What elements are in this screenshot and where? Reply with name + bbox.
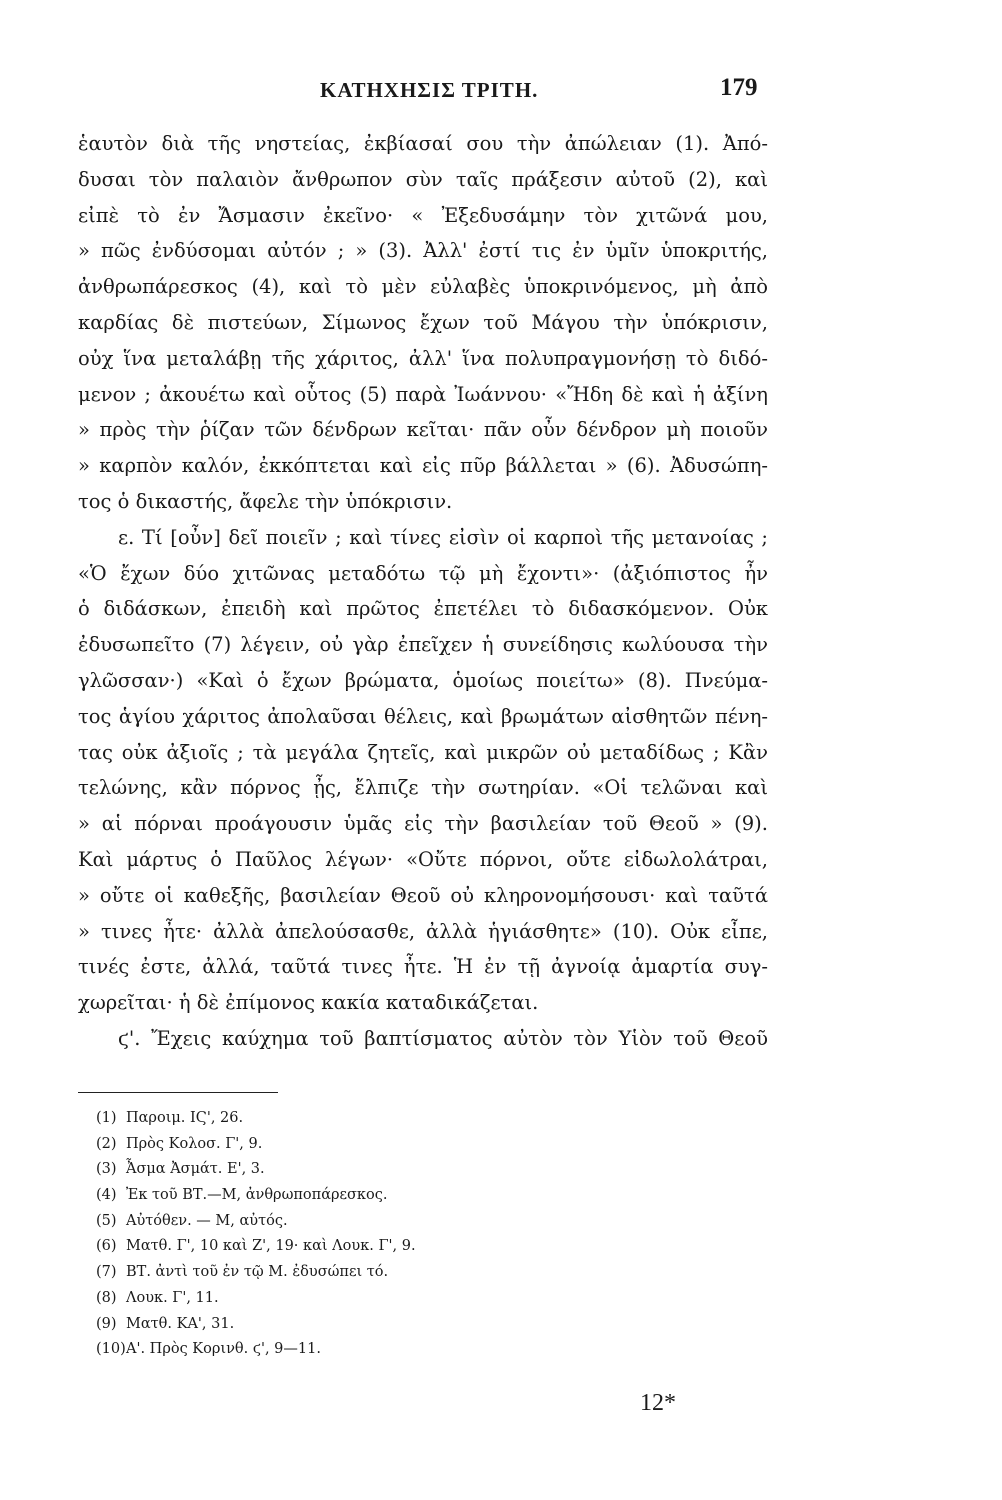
text-line: τελώνης, κἂν πόρνος ᾖς, ἔλπιζε τὴν σωτηρίαν. «Οἱ τελῶναι καὶ [78, 776, 768, 800]
footnote [96, 1337, 736, 1363]
text-line: καρδίας δὲ πιστεύων, Σίμωνος ἔχων τοῦ Μάγου τὴν ὑπόκρισιν, [78, 310, 768, 334]
text-line: οὐχ ἵνα μεταλάβῃ τῆς χάριτος, ἀλλ' ἵνα πολυπραγμονήσῃ τὸ διδό- [78, 346, 768, 370]
text-line: ἐδυσωπεῖτο (7) λέγειν, οὐ γὰρ ἐπεῖχεν ἡ συνείδησις κωλύουσα τὴν [78, 633, 768, 657]
text-line: τος ἁγίου χάριτος ἀπολαῦσαι θέλεις, καὶ βρωμάτων αἰσθητῶν πένη- [78, 704, 768, 728]
text-line: ἑαυτὸν διὰ τῆς νηστείας, ἐκβίασαί σου τὴν ἀπώλειαν (1). Ἀπό- [78, 132, 768, 155]
footnote-number: (10) [96, 1341, 126, 1358]
footnote-number: (4) [96, 1187, 117, 1204]
footnotes [96, 1106, 736, 1363]
page-header [0, 74, 1002, 108]
footnote-number: (3) [96, 1161, 117, 1178]
footnote [96, 1312, 736, 1338]
footnote [96, 1234, 736, 1260]
footnote-divider [78, 1092, 278, 1093]
footnote-number: (8) [96, 1289, 117, 1306]
footnote [96, 1286, 736, 1312]
text-line: τινές ἐστε, ἀλλά, ταῦτά τινες ἦτε. Ἡ ἐν τῇ ἀγνοίᾳ ἁμαρτία συγ- [78, 955, 768, 979]
footnote [96, 1260, 736, 1286]
text-line: » καρπὸν καλόν, ἐκκόπτεται καὶ εἰς πῦρ βάλλεται » (6). Ἀδυσώπη- [78, 454, 768, 478]
footnote-number: (6) [96, 1238, 117, 1255]
footnote-text: Παροιμ. ΙϚ', 26. [126, 1110, 244, 1126]
footnote-number: (9) [96, 1315, 117, 1332]
text-line: «Ὁ ἔχων δύο χιτῶνας μεταδότω τῷ μὴ ἔχοντι»· (ἀξιόπιστος ἦν [78, 561, 768, 585]
text-line: Καὶ μάρτυς ὁ Παῦλος λέγων· «Οὔτε πόρνοι, οὔτε εἰδωλολάτραι, [78, 847, 768, 871]
text-line: μενον ; ἀκουέτω καὶ οὗτος (5) παρὰ Ἰωάννου· «Ἤδη δὲ καὶ ἡ ἀξίνη [78, 382, 768, 406]
footnote-number: (1) [96, 1110, 117, 1126]
text-line: χωρεῖται· ἡ δὲ ἐπίμονος κακία καταδικάζεται. [78, 991, 539, 1015]
text-line: ε. Τί [οὖν] δεῖ ποιεῖν ; καὶ τίνες εἰσὶν οἱ καρποὶ τῆς μετανοίας ; [118, 525, 768, 549]
running-title: ΚΑΤΗΧΗΣΙΣ ΤΡΙΤΗ. [320, 78, 539, 102]
text-line: τας οὐκ ἀξιοῖς ; τὰ μεγάλα ζητεῖς, καὶ μικρῶν οὐ μεταδίδως ; Κἂν [78, 740, 768, 764]
text-line: γλῶσσαν·) «Καὶ ὁ ἔχων βρώματα, ὁμοίως ποιείτω» (8). Πνεύμα- [78, 668, 768, 692]
footnote-text: Ματθ. ΚΑ', 31. [126, 1315, 235, 1332]
footnote-text: Ἐκ τοῦ ΒΤ.—Μ, ἀνθρωποπάρεσκος. [126, 1187, 388, 1204]
signature-mark: 12* [640, 1390, 676, 1416]
footnote-text: Λουκ. Γ', 11. [126, 1289, 219, 1306]
footnote [96, 1132, 736, 1158]
footnote-text: Πρὸς Κολοσ. Γ', 9. [126, 1135, 263, 1152]
footnote-number: (7) [96, 1264, 117, 1281]
footnote-text: Ἆσμα Ἀσμάτ. Ε', 3. [126, 1161, 265, 1178]
text-line: » αἱ πόρναι προάγουσιν ὑμᾶς εἰς τὴν βασιλείαν τοῦ Θεοῦ » (9). [78, 812, 768, 836]
footnote-number: (5) [96, 1212, 117, 1229]
footnote [96, 1209, 736, 1235]
footnote-text: Αὐτόθεν. — Μ, αὐτός. [126, 1212, 288, 1229]
footnote-text: Ματθ. Γ', 10 καὶ Ζ', 19· καὶ Λουκ. Γ', 9. [126, 1238, 416, 1255]
text-line: » τινες ἦτε· ἀλλὰ ἀπελούσασθε, ἀλλὰ ἡγιάσθητε» (10). Οὐκ εἶπε, [78, 919, 768, 943]
text-line: εἰπὲ τὸ ἐν Ἄσμασιν ἐκεῖνο· « Ἐξεδυσάμην τὸν χιτῶνά μου, [78, 203, 768, 227]
text-line: ὁ διδάσκων, ἐπειδὴ καὶ πρῶτος ἐπετέλει τὸ διδασκόμενον. Οὐκ [78, 597, 768, 621]
text-line: ἀνθρωπάρεσκος (4), καὶ τὸ μὲν εὐλαβὲς ὑποκρινόμενος, μὴ ἀπὸ [78, 275, 768, 299]
text-line: » οὔτε οἱ καθεξῆς, βασιλείαν Θεοῦ οὐ κληρονομήσουσι· καὶ ταῦτά [78, 883, 768, 907]
footnote-number: (2) [96, 1135, 117, 1152]
footnote-text: Α'. Πρὸς Κορινθ. ϛ', 9—11. [126, 1341, 321, 1358]
footnote [96, 1183, 736, 1209]
page-number: 179 [720, 74, 758, 101]
footnote-text: ΒΤ. ἀντὶ τοῦ ἐν τῷ Μ. ἐδυσώπει τό. [126, 1264, 389, 1281]
main-text [78, 126, 768, 1057]
text-line: » πρὸς τὴν ῥίζαν τῶν δένδρων κεῖται· πᾶν οὖν δένδρον μὴ ποιοῦν [78, 418, 768, 442]
text-line: δυσαι τὸν παλαιὸν ἄνθρωπον σὺν ταῖς πράξεσιν αὐτοῦ (2), καὶ [78, 167, 768, 191]
footnote [96, 1106, 736, 1132]
footnote [96, 1157, 736, 1183]
text-line: ϛ'. Ἔχεις καύχημα τοῦ βαπτίσματος αὐτὸν τὸν Υἱὸν τοῦ Θεοῦ [118, 1026, 768, 1050]
text-line: τος ὁ δικαστής, ἄφελε τὴν ὑπόκρισιν. [78, 489, 453, 513]
text-line: » πῶς ἐνδύσομαι αὐτόν ; » (3). Ἀλλ' ἐστί τις ἐν ὑμῖν ὑποκριτής, [78, 239, 768, 263]
